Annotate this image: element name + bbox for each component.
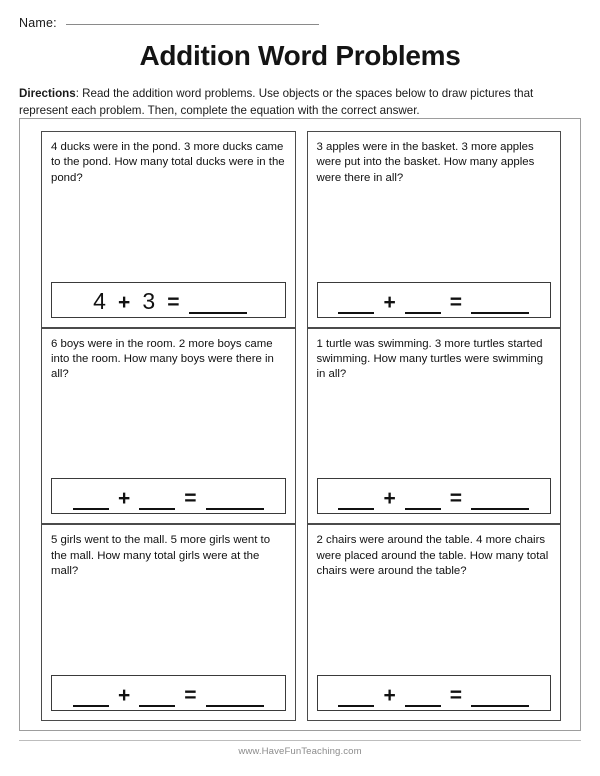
equation-addend-2-blank[interactable]	[405, 295, 441, 314]
equation-addend-2-blank[interactable]	[405, 491, 441, 510]
problem-text: 2 chairs were around the table. 4 more chairs were placed around the table. How many total chairs were around the table?	[316, 534, 549, 577]
equals-sign-icon: =	[449, 290, 463, 314]
problem-cell[interactable]	[41, 131, 296, 328]
plus-sign-icon: +	[383, 487, 396, 511]
equals-sign-icon: =	[167, 290, 180, 314]
equation-answer-blank[interactable]	[206, 688, 264, 707]
equation-box[interactable]	[51, 675, 286, 711]
equation-addend-1[interactable]: 4	[93, 287, 106, 314]
problem-cell[interactable]	[41, 328, 296, 525]
directions-label: Directions	[19, 87, 76, 100]
problem-text: 6 boys were in the room. 2 more boys came into the room. How many boys were there in all?	[51, 337, 274, 381]
directions-body: : Read the addition word problems. Use objects or the spaces below to draw pictures that represent each problem. Then, complete the equation with the correct answer.	[19, 87, 534, 118]
problem-cell[interactable]	[307, 328, 562, 525]
equation	[338, 292, 529, 314]
equation-addend-1-blank[interactable]	[338, 688, 374, 707]
equation	[338, 488, 529, 510]
equation-box[interactable]	[51, 478, 286, 514]
equation-addend-1-blank[interactable]	[338, 491, 374, 510]
equation	[73, 488, 264, 510]
equation	[90, 287, 247, 314]
problem-grid	[41, 131, 561, 721]
equation-answer-blank[interactable]	[206, 491, 264, 510]
footer-site: www.HaveFunTeaching.com	[238, 746, 362, 757]
equation-box[interactable]	[317, 675, 552, 711]
problem-text: 5 girls went to the mall. 5 more girls went to the mall. How many total girls were at the mall?	[51, 534, 271, 577]
plus-sign-icon: +	[383, 684, 396, 707]
equation-addend-2-blank[interactable]	[139, 688, 175, 707]
problem-text: 4 ducks were in the pond. 3 more ducks came to the pond. How many total ducks were in the pond?	[51, 141, 285, 184]
page-title: Addition Word Problems	[139, 40, 461, 71]
plus-sign-icon: +	[117, 290, 131, 314]
equation-box[interactable]	[51, 282, 286, 318]
problem-cell[interactable]	[307, 131, 562, 328]
equation-answer-blank[interactable]	[471, 295, 529, 314]
directions	[19, 85, 564, 119]
equals-sign-icon: =	[449, 684, 463, 707]
equation-addend-2-blank[interactable]	[139, 491, 175, 510]
name-label: Name:	[19, 16, 57, 30]
plus-sign-icon: +	[383, 290, 396, 314]
equation-addend-2-blank[interactable]	[405, 688, 441, 707]
problem-cell[interactable]	[41, 524, 296, 721]
equation	[73, 685, 264, 707]
equals-sign-icon: =	[184, 684, 197, 707]
plus-sign-icon: +	[117, 684, 131, 707]
equation-answer-blank[interactable]	[471, 491, 529, 510]
equation-addend-1-blank[interactable]	[73, 688, 109, 707]
equation-box[interactable]	[317, 282, 552, 318]
name-field-row	[19, 16, 319, 30]
footer-divider	[19, 740, 581, 741]
equation-answer-blank[interactable]	[189, 295, 247, 314]
problem-text: 3 apples were in the basket. 3 more apples were put into the basket. How many apples were there in all?	[316, 141, 535, 184]
equation-addend-2[interactable]: 3	[142, 287, 156, 314]
equals-sign-icon: =	[449, 487, 463, 511]
equation-box[interactable]	[317, 478, 552, 514]
plus-sign-icon: +	[117, 487, 131, 511]
problem-text: 1 turtle was swimming. 3 more turtles started swimming. How many turtles were swimming in all?	[316, 337, 544, 381]
equation	[338, 685, 529, 707]
problem-cell[interactable]	[307, 524, 562, 721]
name-write-in-line[interactable]	[66, 24, 319, 25]
equation-addend-1-blank[interactable]	[73, 491, 109, 510]
equation-answer-blank[interactable]	[471, 688, 529, 707]
equation-addend-1-blank[interactable]	[338, 295, 374, 314]
equals-sign-icon: =	[184, 487, 197, 511]
worksheet-frame	[19, 118, 581, 731]
